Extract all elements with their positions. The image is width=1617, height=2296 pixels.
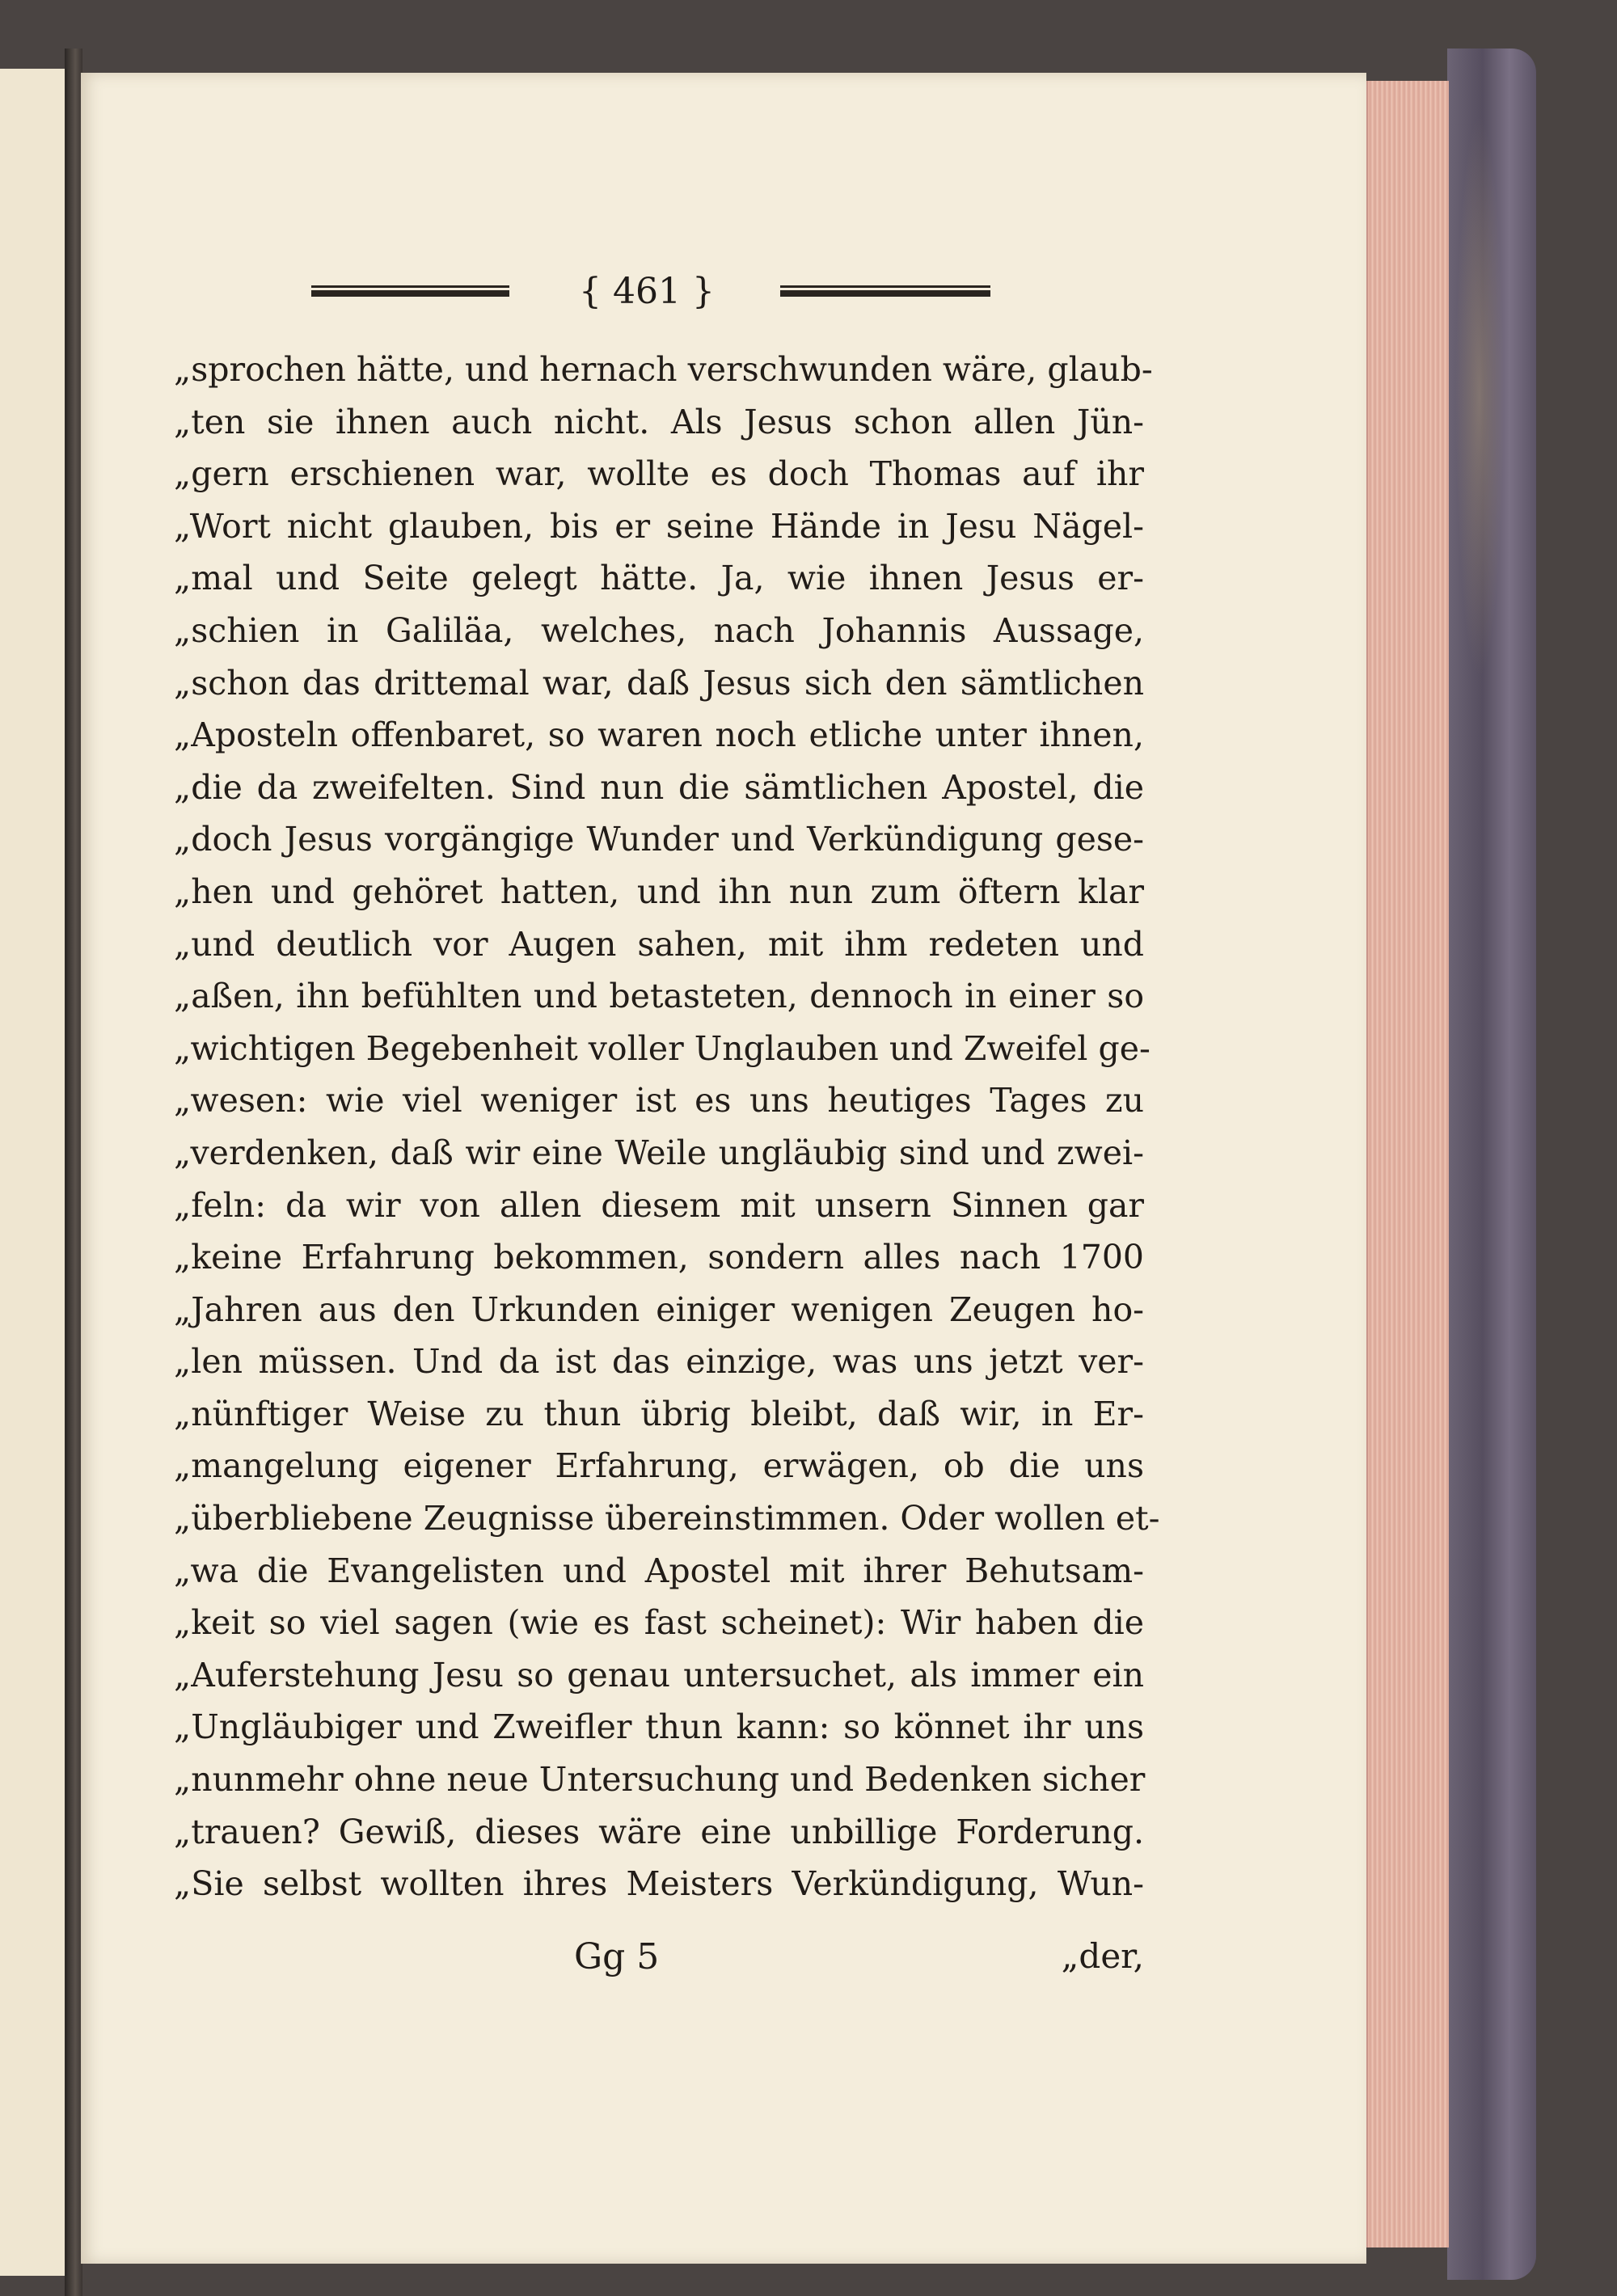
text-line: „schon das drittemal war, daß Jesus sich den sämtlichen <box>174 663 1144 703</box>
text-line: „und deutlich vor Augen sahen, mit ihm redeten und <box>174 924 1144 964</box>
page-header <box>311 271 990 319</box>
text-line: „trauen? Gewiß, dieses wäre eine unbillige Forderung. <box>174 1812 1144 1851</box>
text-line: „Ungläubiger und Zweifler thun kann: so könnet ihr uns <box>174 1707 1144 1747</box>
text-line: „mangelung eigener Erfahrung, erwägen, ob die uns <box>174 1446 1144 1486</box>
text-line: „Jahren aus den Urkunden einiger wenigen Zeugen ho- <box>174 1289 1144 1329</box>
text-line: „Auferstehung Jesu so genau untersuchet, als immer ein <box>174 1655 1144 1695</box>
text-line: „keine Erfahrung bekommen, sondern alles nach 1700 <box>174 1238 1144 1277</box>
text-line: „gern erschienen war, wollte es doch Thomas auf ihr <box>174 454 1144 494</box>
text-line: „überbliebene Zeugnisse übereinstimmen. Oder wollen et- <box>174 1499 1160 1538</box>
page-footer <box>174 1936 1144 1993</box>
text-line: „doch Jesus vorgängige Wunder und Verkündigung gese- <box>174 820 1144 859</box>
text-line: „schien in Galiläa, welches, nach Johannis Aussage, <box>174 610 1144 650</box>
header-rule-right <box>780 285 990 297</box>
left-page-edge <box>0 69 67 2276</box>
body-text <box>174 344 1160 1910</box>
signature-mark: Gg 5 <box>574 1936 660 1977</box>
text-line: „feln: da wir von allen diesem mit unsern Sinnen gar <box>174 1185 1144 1225</box>
cover-wear-mark <box>1455 113 1504 679</box>
header-rule-left <box>311 285 509 297</box>
text-line: „nunmehr ohne neue Untersuchung und Bedenken sicher <box>174 1760 1146 1800</box>
catchword: „der, <box>1061 1936 1144 1976</box>
text-line: „nünftiger Weise zu thun übrig bleibt, daß wir, in Er- <box>174 1394 1144 1433</box>
text-line: „wesen: wie viel weniger ist es uns heutiges Tages zu <box>174 1081 1144 1121</box>
text-line: „len müssen. Und da ist das einzige, was uns jetzt ver- <box>174 1342 1144 1382</box>
text-line: „keit so viel sagen (wie es fast scheinet): Wir haben die <box>174 1603 1144 1643</box>
page-number: { 461 } <box>579 271 715 312</box>
text-line: „Aposteln offenbaret, so waren noch etliche unter ihnen, <box>174 715 1144 755</box>
text-line: „wa die Evangelisten und Apostel mit ihrer Behutsam- <box>174 1551 1144 1590</box>
text-line: „sprochen hätte, und hernach verschwunden wäre, glaub- <box>174 350 1153 389</box>
text-line: „ten sie ihnen auch nicht. Als Jesus schon allen Jün- <box>174 402 1144 441</box>
text-line: „wichtigen Begebenheit voller Unglauben und Zweifel ge- <box>174 1028 1150 1068</box>
book-gutter <box>65 49 82 2296</box>
page-fore-edge <box>1366 81 1449 2247</box>
text-line: „verdenken, daß wir eine Weile ungläubig sind und zwei- <box>174 1133 1144 1172</box>
text-line: „die da zweifelten. Sind nun die sämtlichen Apostel, die <box>174 767 1144 807</box>
text-line: „mal und Seite gelegt hätte. Ja, wie ihnen Jesus er- <box>174 559 1144 598</box>
text-line: „aßen, ihn befühlten und betasteten, dennoch in einer so <box>174 977 1144 1016</box>
text-line: „hen und gehöret hatten, und ihn nun zum öftern klar <box>174 872 1144 911</box>
text-line: „Wort nicht glauben, bis er seine Hände in Jesu Nägel- <box>174 506 1144 546</box>
text-line: „Sie selbst wollten ihres Meisters Verkündigung, Wun- <box>174 1864 1144 1904</box>
